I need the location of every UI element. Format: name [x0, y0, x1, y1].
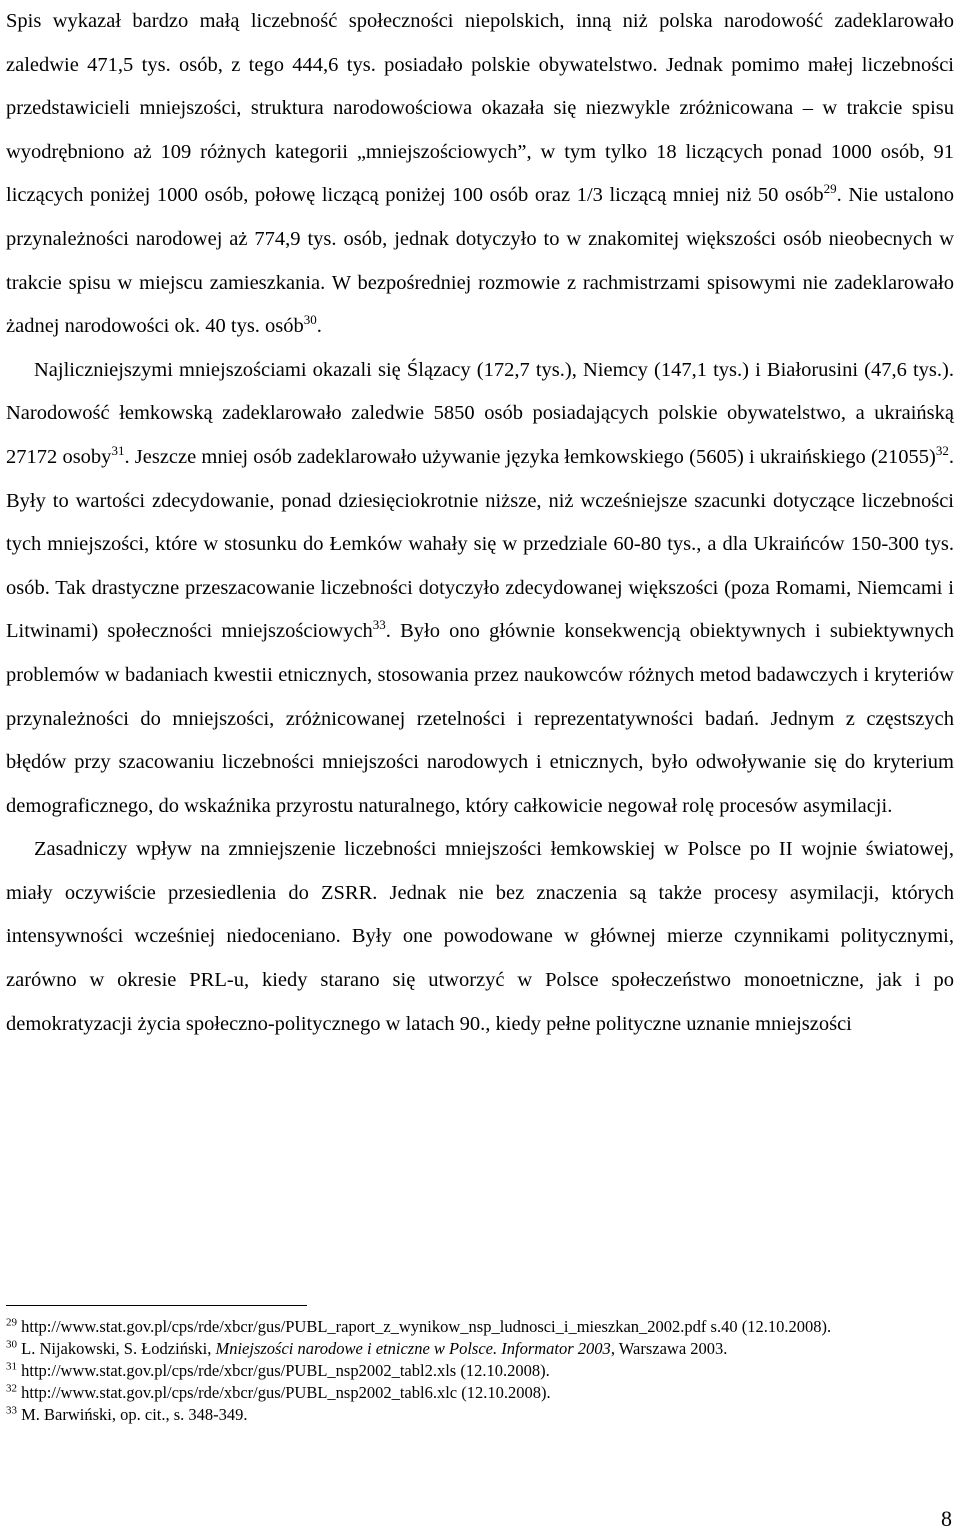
- footnote-text[interactable]: http://www.stat.gov.pl/cps/rde/xbcr/gus/PUBL_nsp2002_tabl6.xlc (12.10.2008).: [17, 1383, 551, 1402]
- body-text: [6, 0, 954, 1046]
- footnote-number: 29: [6, 1316, 17, 1329]
- paragraph-3-text: Zasadniczy wpływ na zmniejszenie liczebności mniejszości łemkowskiej w Polsce po II wojnie światowej, miały oczywiście przesiedlenia do ZSRR. Jednak nie bez znaczenia są także procesy asymilacji, których intensywności wcześniej niedoceniano. Były one powodowane w głównej mierze czynnikami politycznymi, zarówno w okresie PRL-u, kiedy starano się utworzyć w Polsce społeczeństwo monoetniczne, jak i po demokratyzacji życia społeczno-politycznego w latach 90., kiedy pełne polityczne uznanie mniejszości: [6, 838, 954, 1035]
- paragraph-2-text: Najliczniejszymi mniejszościami okazali się Ślązacy (172,7 tys.), Niemcy (147,1 tys.) i Białorusini (47,6 tys.). Narodowość łemkowską zadeklarowało zaledwie 5850 osób posiadających polskie obywatelstwo, a ukraińską 27172 osoby: [6, 358, 954, 468]
- footnote-ref-30[interactable]: 30: [303, 312, 317, 328]
- footnotes: [6, 1316, 954, 1426]
- paragraph-1: [6, 0, 954, 349]
- footnote-ref-32[interactable]: 32: [935, 443, 949, 459]
- paragraph-2-text-2: . Jeszcze mniej osób zadeklarowało używanie języka łemkowskiego (5605) i ukraińskiego (21055): [124, 445, 936, 468]
- paragraph-1-text-3: .: [316, 315, 322, 338]
- footnote-33: [6, 1404, 954, 1426]
- footnote-book-title: Mniejszości narodowe i etniczne w Polsce. Informator 2003: [215, 1339, 611, 1358]
- paragraph-3: [6, 828, 954, 1046]
- footnote-ref-31[interactable]: 31: [111, 443, 125, 459]
- footnote-text[interactable]: http://www.stat.gov.pl/cps/rde/xbcr/gus/PUBL_nsp2002_tabl2.xls (12.10.2008).: [17, 1361, 550, 1380]
- page-number: 8: [941, 1506, 952, 1531]
- footnote-text-2: , Warszawa 2003.: [610, 1339, 728, 1358]
- footnote-separator: [6, 1305, 307, 1306]
- footnote-text: L. Nijakowski, S. Łodziński,: [17, 1339, 216, 1358]
- paragraph-2: [6, 349, 954, 829]
- footnote-ref-29[interactable]: 29: [823, 181, 837, 197]
- paragraph-1-text: Spis wykazał bardzo małą liczebność społeczności niepolskich, inną niż polska narodowość zadeklarowało zaledwie 471,5 tys. osób, z tego 444,6 tys. posiadało polskie obywatelstwo. Jednak pomimo małej liczebności przedstawicieli mniejszości, struktura narodowościowa okazała się niezwykle zróżnicowana – w trakcie spisu wyodrębniono aż 109 różnych kategorii „mniejszościowych”, w tym tylko 18 liczących ponad 1000 osób, 91 liczących poniżej 1000 osób, połowę liczącą poniżej 100 osób oraz 1/3 liczącą mniej niż 50 osób: [6, 10, 954, 207]
- paragraph-2-text-3: . Były to wartości zdecydowanie, ponad dziesięciokrotnie niższe, niż wcześniejsze szacunki dotyczące liczebności tych mniejszości, które w stosunku do Łemków wahały się w przedziale 60-80 tys., a dla Ukraińców 150-300 tys. osób. Tak drastyczne przeszacowanie liczebności dotyczyło zdecydowanej większości (poza Romami, Niemcami i Litwinami) społeczności mniejszościowych: [6, 445, 954, 643]
- footnote-ref-33[interactable]: 33: [372, 617, 386, 633]
- footnote-31: [6, 1360, 954, 1382]
- footnote-number: 31: [6, 1360, 17, 1373]
- footnote-29: [6, 1316, 954, 1338]
- footnote-text[interactable]: http://www.stat.gov.pl/cps/rde/xbcr/gus/PUBL_raport_z_wynikow_nsp_ludnosci_i_mieszkan_2002.pdf s.40 (12.10.2008).: [17, 1317, 832, 1336]
- footnote-number: 33: [6, 1404, 17, 1417]
- footnote-32: [6, 1382, 954, 1404]
- paragraph-1-text-2: . Nie ustalono przynależności narodowej aż 774,9 tys. osób, jednak dotyczyło to w znakomitej większości osób nieobecnych w trakcie spisu w miejscu zamieszkania. W bezpośredniej rozmowie z rachmistrzami spisowymi nie zadeklarowało żadnej narodowości ok. 40 tys. osób: [6, 184, 954, 338]
- footnote-number: 30: [6, 1338, 17, 1351]
- footnote-text: M. Barwiński, op. cit., s. 348-349.: [17, 1405, 248, 1424]
- footnote-30: [6, 1338, 954, 1360]
- paragraph-2-text-4: . Było ono głównie konsekwencją obiektywnych i subiektywnych problemów w badaniach kwestii etnicznych, stosowania przez naukowców różnych metod badawczych i kryteriów przynależności do mniejszości, zróżnicowanej rzetelności i reprezentatywności badań. Jednym z częstszych błędów przy szacowaniu liczebności mniejszości narodowych i etnicznych, było odwoływanie się do kryterium demograficznego, do wskaźnika przyrostu naturalnego, który całkowicie negował rolę procesów asymilacji.: [6, 620, 954, 817]
- footnote-number: 32: [6, 1382, 17, 1395]
